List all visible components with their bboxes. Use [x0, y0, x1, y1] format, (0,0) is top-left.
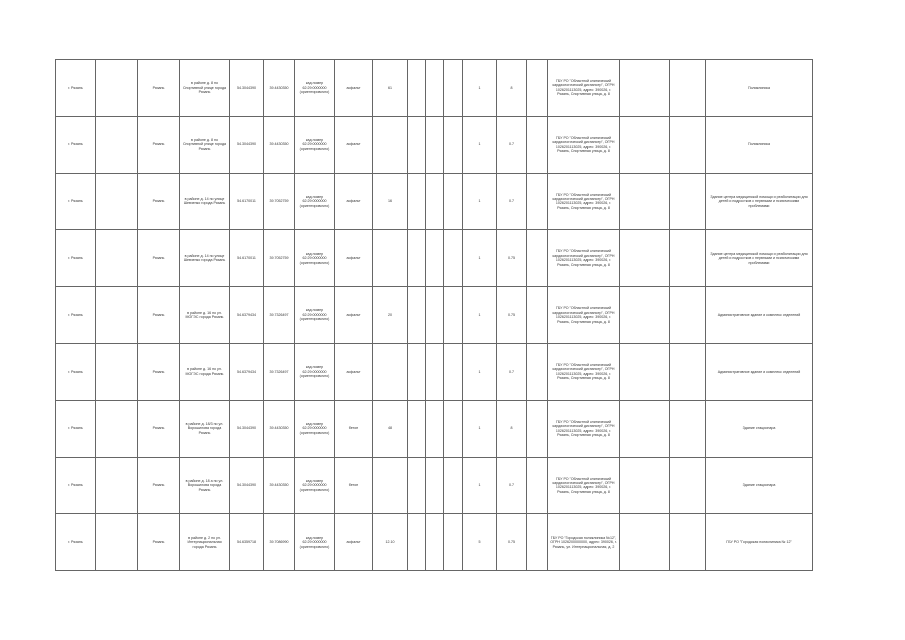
cell-coating: бетон	[335, 400, 373, 457]
cell-empty	[426, 60, 444, 117]
cell-address: в районе д. 18/3 по ул. Ворошилова города Рязань	[180, 400, 230, 457]
cell-owner: ГБУ РО "Городская поликлиника №12", ОГРН 1026200000000, адрес: 390026, г. Рязань, ул. Интернациональная, д. 2	[548, 514, 620, 571]
cell-empty	[527, 457, 548, 514]
cell-empty	[444, 400, 463, 457]
cell-city: г. Рязань	[56, 287, 96, 344]
cell-district: Рязань	[138, 230, 180, 287]
table-row	[56, 173, 813, 230]
cell-empty	[527, 230, 548, 287]
cell-empty	[444, 514, 463, 571]
cell-empty	[670, 400, 706, 457]
cell-empty	[96, 60, 138, 117]
cell-cad: кад.номер 62:29:0000000 (ориентировочно)	[295, 400, 335, 457]
cell-empty	[670, 116, 706, 173]
cell-volume: 0.7	[497, 343, 527, 400]
cell-empty	[670, 287, 706, 344]
cell-coating: асфальт	[335, 116, 373, 173]
cell-city: г. Рязань	[56, 60, 96, 117]
cell-count: 1	[463, 400, 497, 457]
cell-empty	[408, 514, 426, 571]
cell-empty	[426, 116, 444, 173]
cell-empty	[444, 116, 463, 173]
cell-district: Рязань	[138, 457, 180, 514]
cell-empty	[408, 230, 426, 287]
cell-source: Здание центра медицинской помощи и реабилитации для детей и подростков с нервными и психическими проблемами	[706, 230, 813, 287]
cell-coating: асфальт	[335, 514, 373, 571]
cell-empty	[96, 173, 138, 230]
cell-address: в районе д. 14 по улице Шевченко города Рязань	[180, 173, 230, 230]
cell-coating: асфальт	[335, 60, 373, 117]
cell-empty	[96, 400, 138, 457]
cell-address: в районе д. 8 по Спортивной улице города Рязань	[180, 60, 230, 117]
cell-empty	[527, 116, 548, 173]
cell-empty	[670, 514, 706, 571]
cell-city: г. Рязань	[56, 230, 96, 287]
cell-source: Административное здание и комплекс отделений	[706, 343, 813, 400]
cell-count: 1	[463, 60, 497, 117]
cell-coating: бетон	[335, 457, 373, 514]
cell-lon: 39.7086990	[264, 514, 295, 571]
cell-lon: 39.4430350	[264, 457, 295, 514]
cell-lat: 54.3044390	[230, 400, 264, 457]
cell-empty	[96, 514, 138, 571]
cell-empty	[408, 60, 426, 117]
cell-empty	[670, 457, 706, 514]
cell-volume: 0.7	[497, 457, 527, 514]
cell-city: г. Рязань	[56, 457, 96, 514]
table-row	[56, 116, 813, 173]
cell-empty	[527, 60, 548, 117]
cell-empty	[96, 116, 138, 173]
cell-area	[373, 230, 408, 287]
cell-lon: 39.4430350	[264, 60, 295, 117]
cell-volume: 0.7	[497, 116, 527, 173]
cell-lat: 54.6359718	[230, 514, 264, 571]
cell-empty	[96, 287, 138, 344]
cell-cad: кад.номер 62:29:0000000 (ориентировочно)	[295, 514, 335, 571]
cell-area	[373, 116, 408, 173]
cell-count: 1	[463, 116, 497, 173]
cell-cad: кад.номер 62:29:0000000 (ориентировочно)	[295, 173, 335, 230]
cell-empty	[96, 230, 138, 287]
cell-empty	[620, 514, 670, 571]
cell-lat: 54.6379434	[230, 287, 264, 344]
cell-coating: асфальт	[335, 230, 373, 287]
cell-source: Здание стационара	[706, 457, 813, 514]
cell-empty	[426, 514, 444, 571]
cell-empty	[408, 287, 426, 344]
cell-empty	[444, 287, 463, 344]
cell-district: Рязань	[138, 343, 180, 400]
cell-area: 12.10	[373, 514, 408, 571]
cell-empty	[620, 116, 670, 173]
cell-coating: асфальт	[335, 343, 373, 400]
cell-empty	[620, 287, 670, 344]
cell-count: 1	[463, 173, 497, 230]
table-row	[56, 230, 813, 287]
cell-empty	[527, 173, 548, 230]
cell-source: Поликлиника	[706, 116, 813, 173]
cell-count: 1	[463, 457, 497, 514]
container-sites-table	[55, 59, 813, 571]
table-row	[56, 400, 813, 457]
cell-empty	[408, 457, 426, 514]
cell-empty	[426, 173, 444, 230]
cell-city: г. Рязань	[56, 173, 96, 230]
cell-owner: ГБУ РО "Областной клинический кардиологический диспансер", ОГРН 1026201113025, адрес: 390026, г. Рязань, Спортивная улица, д. 8	[548, 116, 620, 173]
cell-city: г. Рязань	[56, 116, 96, 173]
cell-cad: кад.номер 62:29:0000000 (ориентировочно)	[295, 343, 335, 400]
cell-lon: 39.7052759	[264, 173, 295, 230]
cell-empty	[670, 173, 706, 230]
cell-lat: 54.6170011	[230, 173, 264, 230]
cell-source: Административное здание и комплекс отделений	[706, 287, 813, 344]
cell-volume: 8	[497, 400, 527, 457]
cell-empty	[444, 457, 463, 514]
cell-lat: 54.6170011	[230, 230, 264, 287]
cell-owner: ГБУ РО "Областной клинический кардиологический диспансер", ОГРН 1026201113025, адрес: 390026, г. Рязань, Спортивная улица, д. 8	[548, 457, 620, 514]
cell-district: Рязань	[138, 514, 180, 571]
cell-empty	[620, 343, 670, 400]
cell-area: 20	[373, 287, 408, 344]
cell-city: г. Рязань	[56, 400, 96, 457]
cell-area: 48	[373, 400, 408, 457]
cell-empty	[444, 173, 463, 230]
table-row	[56, 287, 813, 344]
cell-district: Рязань	[138, 400, 180, 457]
table-row	[56, 457, 813, 514]
cell-count: 1	[463, 230, 497, 287]
cell-volume: 8	[497, 60, 527, 117]
cell-cad: кад.номер 62:29:0000000 (ориентировочно)	[295, 287, 335, 344]
cell-empty	[408, 343, 426, 400]
cell-cad: кад.номер 62:29:0000000 (ориентировочно)	[295, 230, 335, 287]
cell-count: 1	[463, 343, 497, 400]
cell-empty	[620, 173, 670, 230]
cell-empty	[426, 287, 444, 344]
cell-coating: асфальт	[335, 287, 373, 344]
cell-owner: ГБУ РО "Областной клинический кардиологический диспансер", ОГРН 1026201113025, адрес: 390026, г. Рязань, Спортивная улица, д. 8	[548, 230, 620, 287]
cell-empty	[527, 287, 548, 344]
table-body	[56, 60, 813, 571]
cell-lat: 54.3044390	[230, 116, 264, 173]
cell-address: в районе д. 8 по Спортивной улице города Рязань	[180, 116, 230, 173]
cell-empty	[527, 400, 548, 457]
cell-empty	[444, 343, 463, 400]
cell-owner: ГБУ РО "Областной клинический кардиологический диспансер", ОГРН 1026201113025, адрес: 390026, г. Рязань, Спортивная улица, д. 8	[548, 287, 620, 344]
cell-district: Рязань	[138, 287, 180, 344]
cell-cad: кад.номер 62:29:0000000 (ориентировочно)	[295, 116, 335, 173]
cell-source: Здание стационара	[706, 400, 813, 457]
cell-coating: асфальт	[335, 173, 373, 230]
cell-empty	[408, 116, 426, 173]
cell-source: Поликлиника	[706, 60, 813, 117]
cell-lon: 39.4430350	[264, 400, 295, 457]
cell-empty	[426, 230, 444, 287]
cell-empty	[96, 457, 138, 514]
table-row	[56, 343, 813, 400]
cell-cad: кад.номер 62:29:0000000 (ориентировочно)	[295, 60, 335, 117]
cell-district: Рязань	[138, 116, 180, 173]
cell-empty	[670, 230, 706, 287]
cell-city: г. Рязань	[56, 514, 96, 571]
cell-area	[373, 457, 408, 514]
cell-area: 61	[373, 60, 408, 117]
cell-lon: 39.7326497	[264, 287, 295, 344]
cell-volume: 0.75	[497, 230, 527, 287]
cell-empty	[444, 230, 463, 287]
table-row	[56, 60, 813, 117]
cell-empty	[620, 60, 670, 117]
cell-empty	[96, 343, 138, 400]
cell-empty	[444, 60, 463, 117]
cell-volume: 0.7	[497, 173, 527, 230]
cell-empty	[620, 230, 670, 287]
cell-empty	[620, 400, 670, 457]
cell-lon: 39.7052759	[264, 230, 295, 287]
cell-count: 5	[463, 514, 497, 571]
table-row	[56, 514, 813, 571]
cell-district: Рязань	[138, 173, 180, 230]
cell-owner: ГБУ РО "Областной клинический кардиологический диспансер", ОГРН 1026201113025, адрес: 390026, г. Рязань, Спортивная улица, д. 8	[548, 173, 620, 230]
cell-volume: 0.75	[497, 514, 527, 571]
cell-district: Рязань	[138, 60, 180, 117]
cell-volume: 0.75	[497, 287, 527, 344]
cell-empty	[670, 343, 706, 400]
cell-empty	[620, 457, 670, 514]
cell-cad: кад.номер 62:29:0000000 (ориентировочно)	[295, 457, 335, 514]
cell-empty	[527, 343, 548, 400]
cell-lon: 39.4430350	[264, 116, 295, 173]
cell-empty	[670, 60, 706, 117]
cell-empty	[408, 173, 426, 230]
cell-lon: 39.7326497	[264, 343, 295, 400]
cell-owner: ГБУ РО "Областной клинический кардиологический диспансер", ОГРН 1026201113025, адрес: 390026, г. Рязань, Спортивная улица, д. 8	[548, 400, 620, 457]
cell-area: 16	[373, 173, 408, 230]
cell-address: в районе д. 2 по ул. Интернациональная города Рязань	[180, 514, 230, 571]
cell-source: ГБУ РО "Городская поликлиника № 12"	[706, 514, 813, 571]
cell-lat: 54.6379434	[230, 343, 264, 400]
cell-empty	[426, 400, 444, 457]
cell-empty	[426, 457, 444, 514]
cell-address: в районе д. 16 по ул. МОГЭС города Рязань	[180, 343, 230, 400]
cell-address: в районе д. 18 а по ул. Ворошилова города Рязань	[180, 457, 230, 514]
cell-lat: 54.3044390	[230, 457, 264, 514]
cell-count: 1	[463, 287, 497, 344]
cell-empty	[527, 514, 548, 571]
cell-empty	[408, 400, 426, 457]
cell-source: Здание центра медицинской помощи и реабилитации для детей и подростков с нервными и психическими проблемами	[706, 173, 813, 230]
cell-lat: 54.3044390	[230, 60, 264, 117]
cell-area	[373, 343, 408, 400]
cell-city: г. Рязань	[56, 343, 96, 400]
cell-address: в районе д. 16 по ул. МОГЭС города Рязань	[180, 287, 230, 344]
cell-address: в районе д. 14 по улице Шевченко города Рязань	[180, 230, 230, 287]
cell-owner: ГБУ РО "Областной клинический кардиологический диспансер", ОГРН 1026201113025, адрес: 390026, г. Рязань, Спортивная улица, д. 8	[548, 60, 620, 117]
cell-empty	[426, 343, 444, 400]
cell-owner: ГБУ РО "Областной клинический кардиологический диспансер", ОГРН 1026201113025, адрес: 390026, г. Рязань, Спортивная улица, д. 8	[548, 343, 620, 400]
